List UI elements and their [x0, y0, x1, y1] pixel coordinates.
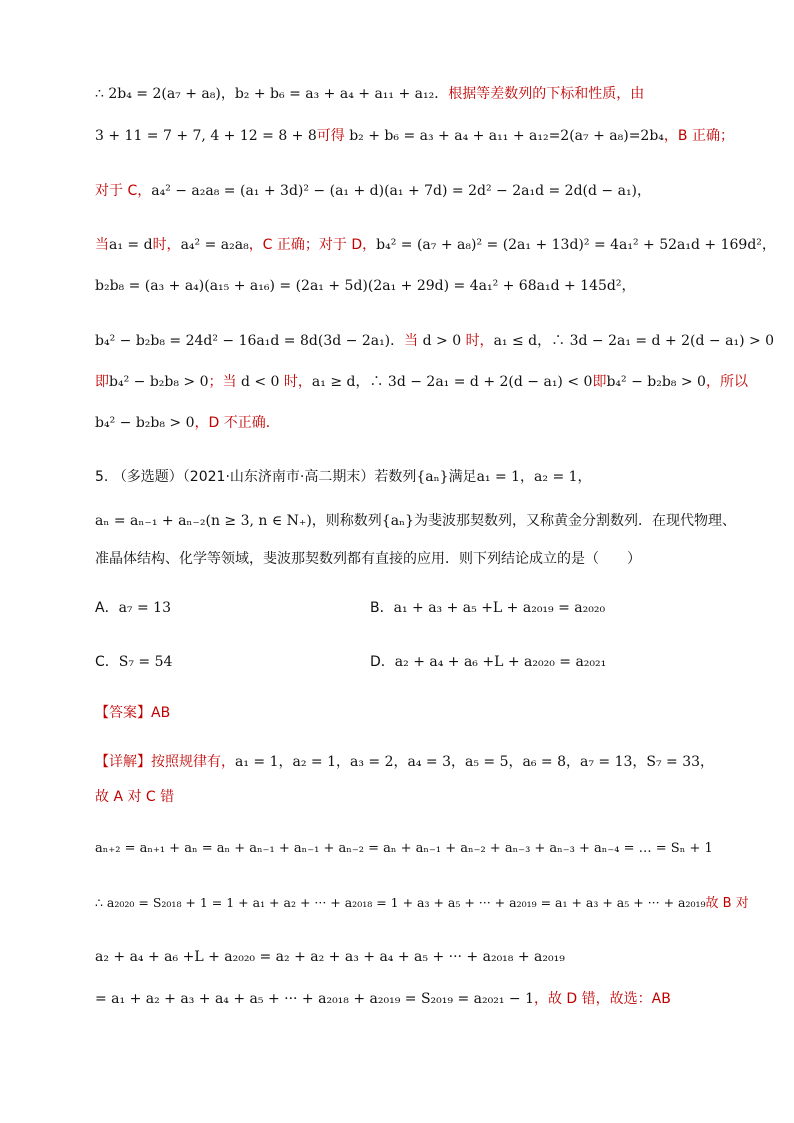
math-expression: a₁ ≥ d，∴ 3d − 2a₁ = d + 2(d − a₁) < 0	[311, 374, 593, 390]
math-expression: b₄² − b₂b₈ > 0	[109, 374, 209, 390]
math-expression: 3 + 11 = 7 + 7, 4 + 12 = 8 + 8	[95, 128, 317, 144]
math-expression: aₙ = aₙ₋₁ + aₙ₋₂(n ≥ 3, n ∈ N₊)	[95, 513, 312, 529]
detail-tag: 【详解】	[95, 754, 151, 770]
question-tag: （多选题）（2021·山东济南市·高二期末）	[112, 469, 375, 485]
question-text: 准晶体结构、化学等领域，斐波那契数列都有直接的应用．则下列结论成立的是（ ）	[95, 551, 641, 567]
question-text: 满足	[448, 469, 477, 485]
math-expression: a₄² = a₂a₈	[180, 237, 249, 253]
inline-text: 按照规律有，	[151, 754, 235, 770]
option-d	[370, 652, 606, 672]
detail-line-3	[95, 838, 734, 859]
option-label: D．	[370, 654, 395, 670]
math-expression: d < 0	[236, 374, 284, 390]
inline-text: 时，	[152, 237, 181, 253]
inline-text: 当	[404, 333, 419, 349]
inline-text: 故 B 对	[705, 896, 749, 911]
math-expression: a₂ + a₄ + a₆ +L + a₂₀₂₀ = a₂ + a₂ + a₃ + a₄ + a₅ + ··· + a₂₀₁₈ + a₂₀₁₉	[95, 949, 565, 965]
math-expression: b₄² − b₂b₈ > 0	[95, 415, 195, 431]
question-5-stem-3	[95, 549, 734, 569]
math-expression: a₁ ≤ d，∴ 3d − 2a₁ = d + 2(d − a₁) > 0	[493, 333, 775, 349]
solution-line-3	[95, 181, 734, 201]
option-math: S₇ = 54	[118, 654, 173, 670]
option-math: a₂ + a₄ + a₆ +L + a₂₀₂₀ = a₂₀₂₁	[394, 654, 607, 670]
inline-text: 时，	[465, 333, 494, 349]
option-math: a₁ + a₃ + a₅ +L + a₂₀₁₉ = a₂₀₂₀	[393, 600, 606, 616]
question-text: ，则称数列	[311, 513, 382, 529]
option-label: B．	[370, 600, 394, 616]
inline-text: 时，	[283, 374, 312, 390]
math-expression: {aₙ}	[381, 513, 414, 529]
option-c	[95, 652, 172, 672]
question-text: 若数列	[374, 469, 417, 485]
detail-line-5	[95, 947, 734, 967]
math-expression: d > 0	[418, 333, 466, 349]
inline-text: ，D 不正确．	[194, 415, 280, 431]
question-5-header	[95, 467, 734, 487]
math-expression: b₂b₈ = (a₃ + a₄)(a₁₅ + a₁₆) = (2a₁ + 5d)(2a₁ + 29d) = 4a₁² + 68a₁d + 145d²，	[95, 278, 636, 294]
math-expression: {aₙ}	[416, 469, 449, 485]
detail-line-4	[95, 893, 749, 914]
question-5-stem-2	[95, 511, 734, 531]
math-expression: a₁ = 1，a₂ = 1，a₃ = 2，a₄ = 3，a₅ = 5，a₆ = 8，a₇ = 13，S₇ = 33，	[235, 754, 715, 770]
option-math: a₇ = 13	[118, 600, 171, 616]
option-label: C．	[95, 654, 119, 670]
detail-line-2	[95, 787, 734, 807]
inline-text: ；当	[208, 374, 237, 390]
inline-text: 即	[95, 374, 109, 390]
solution-line-2	[95, 126, 734, 146]
inline-text: 当	[95, 237, 109, 253]
solution-line-1	[95, 84, 734, 104]
detail-line-6	[95, 989, 734, 1009]
question-number: 5.	[95, 469, 109, 485]
therefore-text: ∴ 2b₄ = 2(a₇ + a₈)，b₂ + b₆ = a₃ + a₄ + a₁₁ + a₁₂．根据等差数列的下标和性质，由	[95, 86, 645, 102]
math-expression: = a₁ + a₂ + a₃ + a₄ + a₅ + ··· + a₂₀₁₈ + a₂₀₁₉ = S₂₀₁₉ = a₂₀₂₁ − 1	[95, 991, 534, 1007]
inline-text: 故 A 对 C 错	[95, 789, 175, 805]
math-expression: b₄² − b₂b₈ > 0	[606, 374, 706, 390]
math-expression: b₂ + b₆ = a₃ + a₄ + a₁₁ + a₁₂=2(a₇ + a₈)=2b₄	[344, 128, 664, 144]
option-b	[370, 598, 605, 618]
math-expression: ∴ a₂₀₂₀ = S₂₀₁₈ + 1 = 1 + a₁ + a₂ + ··· + a₂₀₁₈ = 1 + a₃ + a₅ + ··· + a₂₀₁₉ = a₁ + a₃ + a₅ + ··· + a₂₀₁₉	[95, 895, 706, 910]
solution-line-6	[95, 331, 775, 351]
math-expression: a₁ = 1，a₂ = 1，	[476, 469, 592, 485]
math-expression: a₄² − a₂a₈ = (a₁ + 3d)² − (a₁ + d)(a₁ + 7d) = 2d² − 2a₁d = 2d(d − a₁)，	[151, 183, 652, 199]
solution-line-7	[95, 372, 748, 392]
solution-line-5	[95, 276, 734, 296]
option-label: A．	[95, 600, 119, 616]
inline-text: 对于 C，	[95, 183, 152, 199]
inline-text: ，所以	[705, 374, 748, 390]
math-expression: b₄² − b₂b₈ = 24d² − 16a₁d = 8d(3d − 2a₁)．	[95, 333, 405, 349]
math-expression: a₁ = d	[109, 237, 153, 253]
inline-text: ，C 正确；对于 D，	[248, 237, 377, 253]
option-a	[95, 598, 171, 618]
solution-line-4	[95, 235, 776, 255]
inline-text: ，故 D 错，故选：AB	[533, 991, 671, 1007]
answer-line	[95, 703, 734, 723]
detail-line-1	[95, 752, 734, 772]
question-text: 为斐波那契数列，又称黄金分割数列．在现代物理、	[414, 513, 736, 529]
inline-text: ，B 正确；	[663, 128, 734, 144]
math-expression: b₄² = (a₇ + a₈)² = (2a₁ + 13d)² = 4a₁² + 52a₁d + 169d²，	[376, 237, 776, 253]
solution-line-8	[95, 413, 734, 433]
inline-text: 可得	[316, 128, 345, 144]
inline-text: 即	[592, 374, 607, 390]
answer-tag: 【答案】AB	[95, 705, 171, 721]
math-expression: aₙ₊₂ = aₙ₊₁ + aₙ = aₙ + aₙ₋₁ + aₙ₋₁ + aₙ₋₂ = aₙ + aₙ₋₁ + aₙ₋₂ + aₙ₋₃ + aₙ₋₃ + aₙ₋₄ = … = Sₙ + 1	[95, 841, 713, 856]
